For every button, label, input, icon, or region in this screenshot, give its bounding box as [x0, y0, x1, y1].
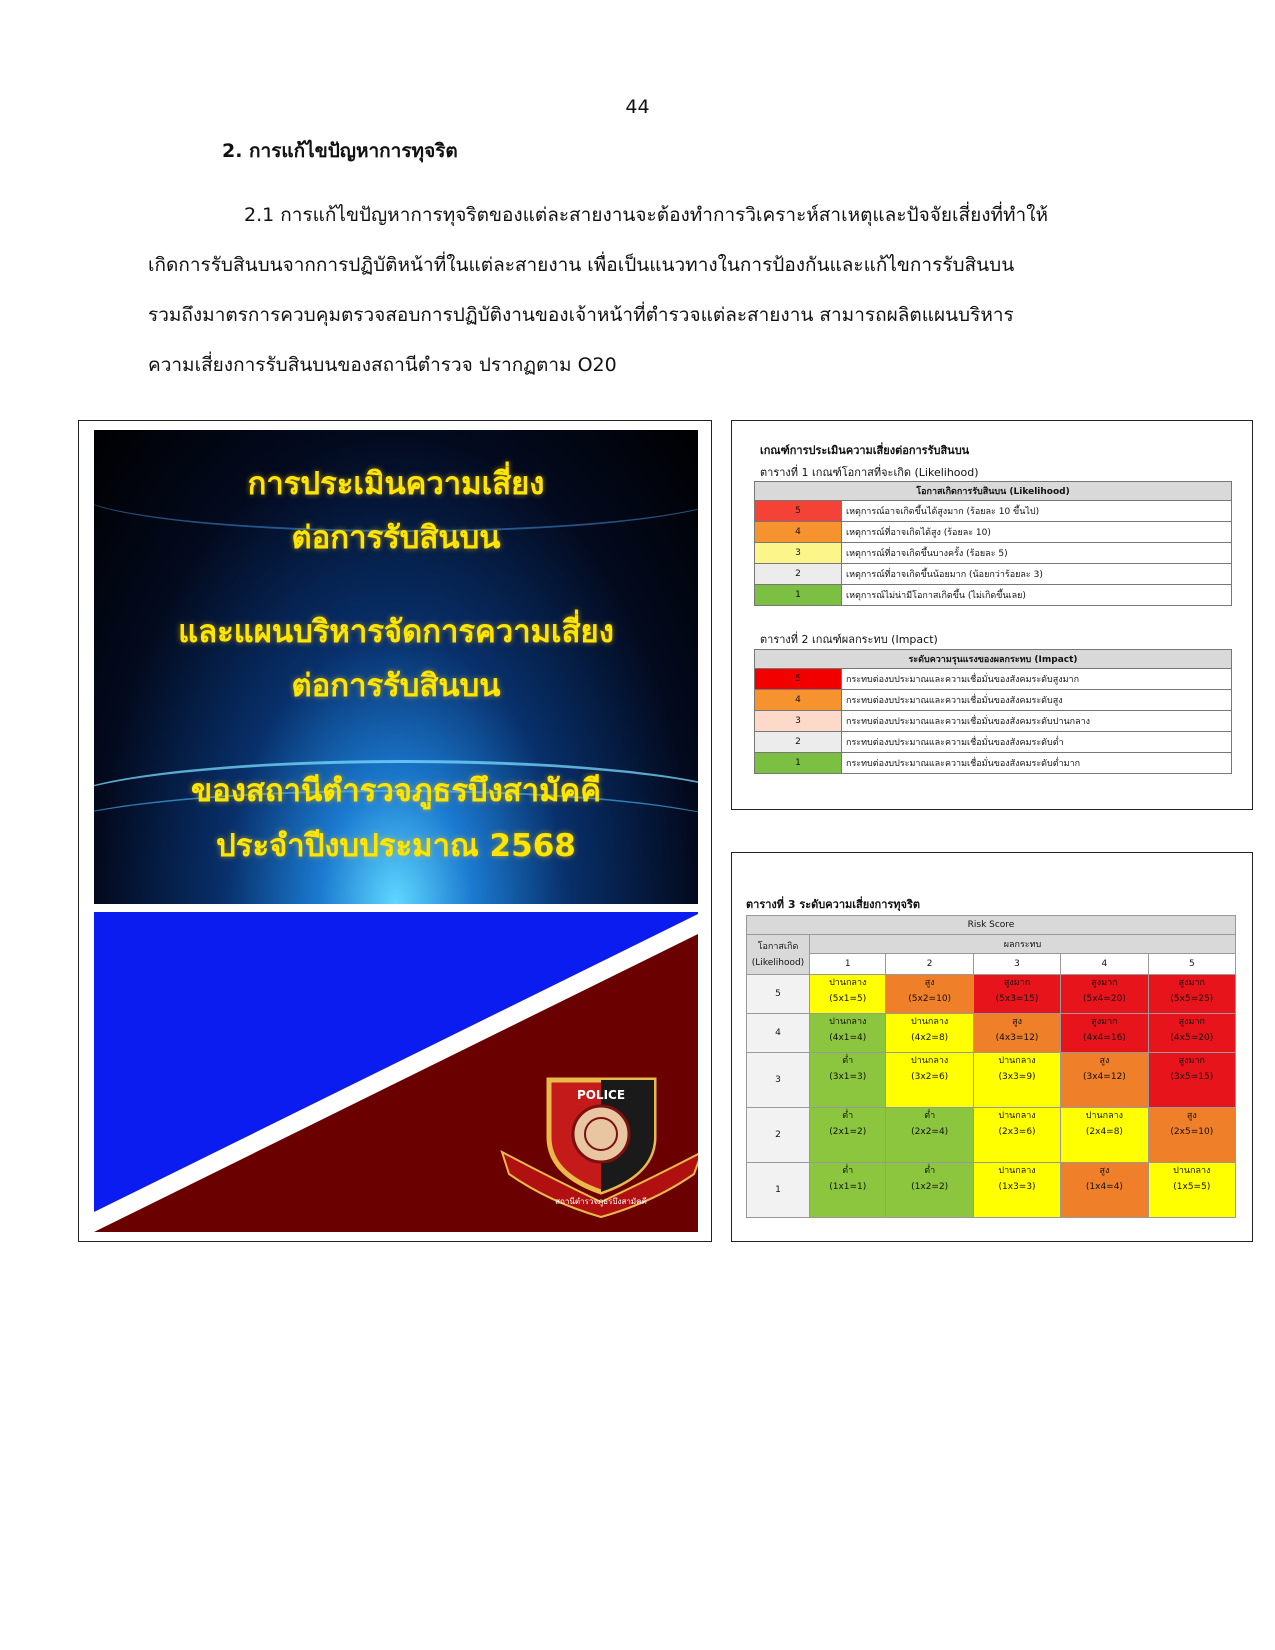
risk-cell	[810, 1053, 886, 1108]
risk-cell-formula: (1x5=5)	[1173, 1182, 1211, 1192]
police-emblem-panel	[94, 912, 698, 1232]
matrix-row	[747, 1014, 1236, 1053]
risk-cell-formula: (1x2=2)	[911, 1182, 949, 1192]
risk-cell-label: ต่ำ	[924, 1111, 936, 1121]
risk-cell-formula: (1x4=4)	[1085, 1182, 1123, 1192]
risk-cell-formula: (2x3=6)	[998, 1127, 1036, 1137]
risk-cell-label: สูงมาก	[1178, 978, 1205, 988]
risk-cell	[1148, 1163, 1235, 1218]
likelihood-level: 3	[755, 543, 842, 564]
risk-cell	[810, 1163, 886, 1218]
impact-axis-header: ผลกระทบ	[810, 935, 1236, 954]
impact-level-header: 1	[810, 954, 886, 975]
risk-cell-formula: (2x4=8)	[1085, 1127, 1123, 1137]
impact-level-header: 2	[886, 954, 973, 975]
risk-cell-formula: (5x4=20)	[1083, 994, 1126, 1004]
risk-cell	[810, 975, 886, 1014]
likelihood-label-en: (Likelihood)	[751, 957, 805, 968]
risk-cell-formula: (5x2=10)	[908, 994, 952, 1004]
risk-cell-label: ปานกลาง	[1085, 1111, 1124, 1121]
risk-cell-label: ปานกลาง	[998, 1111, 1036, 1121]
risk-cell-label: ปานกลาง	[911, 1056, 949, 1066]
risk-cell	[1148, 1014, 1235, 1053]
section-heading: 2. การแก้ไขปัญหาการทุจริต	[222, 140, 458, 162]
impact-row	[755, 711, 1232, 732]
likelihood-level: 1	[755, 585, 842, 606]
impact-table	[754, 649, 1232, 774]
body-paragraph	[148, 190, 1128, 390]
risk-matrix-table	[746, 915, 1236, 1218]
likelihood-level: 2	[755, 564, 842, 585]
risk-cell-label: ปานกลาง	[1173, 1166, 1211, 1176]
risk-cell	[810, 1014, 886, 1053]
risk-cell-label: สูงมาก	[1091, 1017, 1118, 1027]
risk-cell	[886, 975, 973, 1014]
risk-cell	[1061, 1014, 1148, 1053]
page-number: 44	[625, 96, 650, 118]
impact-description: กระทบต่องบประมาณและความเชื่อมั่นของสังคมระดับสูง	[842, 690, 1232, 711]
matrix-row	[747, 1108, 1236, 1163]
risk-cell-label: สูง	[1186, 1111, 1197, 1121]
likelihood-label: โอกาสเกิด	[757, 941, 799, 952]
poster-title-line: ต่อการรับสินบน	[291, 520, 501, 556]
poster-title-panel	[94, 430, 698, 904]
risk-cell-label: สูงมาก	[1091, 978, 1118, 988]
risk-cell	[1061, 1108, 1148, 1163]
impact-level: 4	[755, 690, 842, 711]
risk-cell	[973, 1014, 1060, 1053]
risk-cell-label: ปานกลาง	[911, 1017, 949, 1027]
impact-description: กระทบต่องบประมาณและความเชื่อมั่นของสังคมระดับสูงมาก	[842, 669, 1232, 690]
impact-level: 3	[755, 711, 842, 732]
risk-cell	[973, 1108, 1060, 1163]
risk-cell	[973, 1163, 1060, 1218]
risk-matrix-frame	[731, 852, 1253, 1242]
impact-level-header: 3	[973, 954, 1060, 975]
risk-cell-formula: (4x2=8)	[911, 1033, 949, 1043]
likelihood-level: 4	[747, 1014, 810, 1053]
risk-cell-label: สูงมาก	[1178, 1017, 1205, 1027]
risk-cell-formula: (3x5=15)	[1170, 1072, 1214, 1082]
risk-cell	[973, 975, 1060, 1014]
paragraph-line: 2.1 การแก้ไขปัญหาการทุจริตของแต่ละสายงานจะต้องทำการวิเคราะห์สาเหตุและปัจจัยเสี่ยงที่ทำให้	[244, 204, 1049, 226]
likelihood-row	[755, 522, 1232, 543]
risk-cell-formula: (3x3=9)	[998, 1072, 1036, 1082]
impact-header: ระดับความรุนแรงของผลกระทบ (Impact)	[755, 650, 1232, 669]
risk-cell-formula: (4x1=4)	[829, 1033, 867, 1043]
risk-cell-formula: (4x3=12)	[995, 1033, 1039, 1043]
likelihood-level: 2	[747, 1108, 810, 1163]
risk-cell-formula: (1x1=1)	[829, 1182, 867, 1192]
risk-cell-formula: (3x4=12)	[1083, 1072, 1126, 1082]
matrix-row	[747, 1053, 1236, 1108]
risk-cell-formula: (5x5=25)	[1170, 994, 1214, 1004]
likelihood-description: เหตุการณ์ไม่น่ามีโอกาสเกิดขึ้น (ไม่เกิดขึ้นเลย)	[842, 585, 1232, 606]
risk-cell-formula: (5x3=15)	[995, 994, 1039, 1004]
risk-cell	[1061, 1053, 1148, 1108]
risk-score-header: Risk Score	[747, 916, 1236, 935]
risk-cell-label: ปานกลาง	[998, 1056, 1036, 1066]
risk-cell-label: สูง	[1099, 1166, 1110, 1176]
likelihood-row	[755, 564, 1232, 585]
risk-cell-formula: (4x4=16)	[1083, 1033, 1126, 1043]
impact-description: กระทบต่องบประมาณและความเชื่อมั่นของสังคมระดับปานกลาง	[842, 711, 1232, 732]
risk-cell-label: ปานกลาง	[829, 1017, 867, 1027]
likelihood-description: เหตุการณ์ที่อาจเกิดขึ้นน้อยมาก (น้อยกว่าร้อยละ 3)	[842, 564, 1232, 585]
likelihood-description: เหตุการณ์อาจเกิดขึ้นได้สูงมาก (ร้อยละ 10 ขึ้นไป)	[842, 501, 1232, 522]
risk-cell-formula: (3x1=3)	[829, 1072, 867, 1082]
matrix-row	[747, 1163, 1236, 1218]
risk-cell	[1148, 1108, 1235, 1163]
likelihood-level: 3	[747, 1053, 810, 1108]
likelihood-level: 5	[747, 975, 810, 1014]
impact-level: 2	[755, 732, 842, 753]
impact-level-header: 4	[1061, 954, 1148, 975]
risk-cell-formula: (2x2=4)	[911, 1127, 949, 1137]
risk-cell	[886, 1108, 973, 1163]
risk-cell-label: สูง	[924, 978, 935, 988]
table2-caption: ตารางที่ 2 เกณฑ์ผลกระทบ (Impact)	[760, 633, 938, 646]
risk-cell-label: สูงมาก	[1003, 978, 1031, 988]
risk-cell-formula: (2x1=2)	[829, 1127, 867, 1137]
risk-cell	[1061, 975, 1148, 1014]
risk-cell	[886, 1053, 973, 1108]
likelihood-level: 5	[755, 501, 842, 522]
risk-cell-label: ต่ำ	[924, 1166, 936, 1176]
risk-cell	[886, 1163, 973, 1218]
risk-cell	[973, 1053, 1060, 1108]
likelihood-level: 1	[747, 1163, 810, 1218]
impact-row	[755, 732, 1232, 753]
risk-cell-formula: (2x5=10)	[1170, 1127, 1214, 1137]
matrix-row	[747, 975, 1236, 1014]
poster-title-line: การประเมินความเสี่ยง	[247, 466, 545, 502]
risk-cell-formula: (1x3=3)	[998, 1182, 1036, 1192]
likelihood-row	[755, 501, 1232, 522]
likelihood-description: เหตุการณ์ที่อาจเกิดขึ้นบางครั้ง (ร้อยละ 5)	[842, 543, 1232, 564]
paragraph-line: เกิดการรับสินบนจากการปฏิบัติหน้าที่ในแต่ละสายงาน เพื่อเป็นแนวทางในการป้องกันและแก้ไขการรับสินบน	[148, 254, 1015, 276]
poster-title-line: ต่อการรับสินบน	[291, 668, 501, 704]
risk-cell-label: สูง	[1099, 1056, 1110, 1066]
impact-level-header: 5	[1148, 954, 1235, 975]
criteria-title: เกณฑ์การประเมินความเสี่ยงต่อการรับสินบน	[760, 444, 970, 457]
risk-cell	[810, 1108, 886, 1163]
impact-description: กระทบต่องบประมาณและความเชื่อมั่นของสังคมระดับต่ำมาก	[842, 753, 1232, 774]
risk-cell-label: สูงมาก	[1178, 1056, 1205, 1066]
police-ribbon-label: สถานีตำรวจภูธรบึงสามัคคี	[555, 1197, 647, 1206]
impact-level: 5	[755, 669, 842, 690]
likelihood-row	[755, 585, 1232, 606]
impact-row	[755, 669, 1232, 690]
police-badge-label: POLICE	[576, 1088, 626, 1102]
risk-cell	[1148, 975, 1235, 1014]
risk-cell	[1061, 1163, 1148, 1218]
likelihood-header: โอกาสเกิดการรับสินบน (Likelihood)	[755, 482, 1232, 501]
risk-cell-formula: (5x1=5)	[829, 994, 867, 1004]
risk-cell-label: สูง	[1012, 1017, 1022, 1027]
likelihood-description: เหตุการณ์ที่อาจเกิดได้สูง (ร้อยละ 10)	[842, 522, 1232, 543]
poster-title-line: ประจำปีงบประมาณ 2568	[216, 828, 576, 864]
risk-cell-label: ต่ำ	[842, 1166, 854, 1176]
impact-level: 1	[755, 753, 842, 774]
likelihood-row	[755, 543, 1232, 564]
poster-title-line: ของสถานีตำรวจภูธรบึงสามัคคี	[190, 773, 602, 809]
risk-cell-label: ต่ำ	[842, 1111, 854, 1121]
poster-title-line: และแผนบริหารจัดการความเสี่ยง	[178, 614, 614, 650]
impact-row	[755, 753, 1232, 774]
likelihood-axis-header	[747, 935, 810, 975]
risk-cell-formula: (4x5=20)	[1170, 1033, 1214, 1043]
risk-cell-label: ต่ำ	[842, 1056, 854, 1066]
likelihood-table	[754, 481, 1232, 606]
table1-caption: ตารางที่ 1 เกณฑ์โอกาสที่จะเกิด (Likelihood)	[760, 466, 979, 479]
impact-row	[755, 690, 1232, 711]
risk-cell	[1148, 1053, 1235, 1108]
paragraph-line: รวมถึงมาตรการควบคุมตรวจสอบการปฏิบัติงานของเจ้าหน้าที่ตำรวจแต่ละสายงาน สามารถผลิตแผนบริหาร	[148, 304, 1014, 326]
matrix-caption: ตารางที่ 3 ระดับความเสี่ยงการทุจริต	[746, 898, 921, 911]
paragraph-line: ความเสี่ยงการรับสินบนของสถานีตำรวจ ปรากฏตาม O20	[148, 354, 617, 376]
risk-cell-label: ปานกลาง	[829, 978, 867, 988]
risk-cell-formula: (3x2=6)	[911, 1072, 949, 1082]
impact-description: กระทบต่องบประมาณและความเชื่อมั่นของสังคมระดับต่ำ	[842, 732, 1232, 753]
risk-cell	[886, 1014, 973, 1053]
criteria-frame	[731, 420, 1253, 810]
likelihood-level: 4	[755, 522, 842, 543]
risk-cell-label: ปานกลาง	[998, 1166, 1036, 1176]
